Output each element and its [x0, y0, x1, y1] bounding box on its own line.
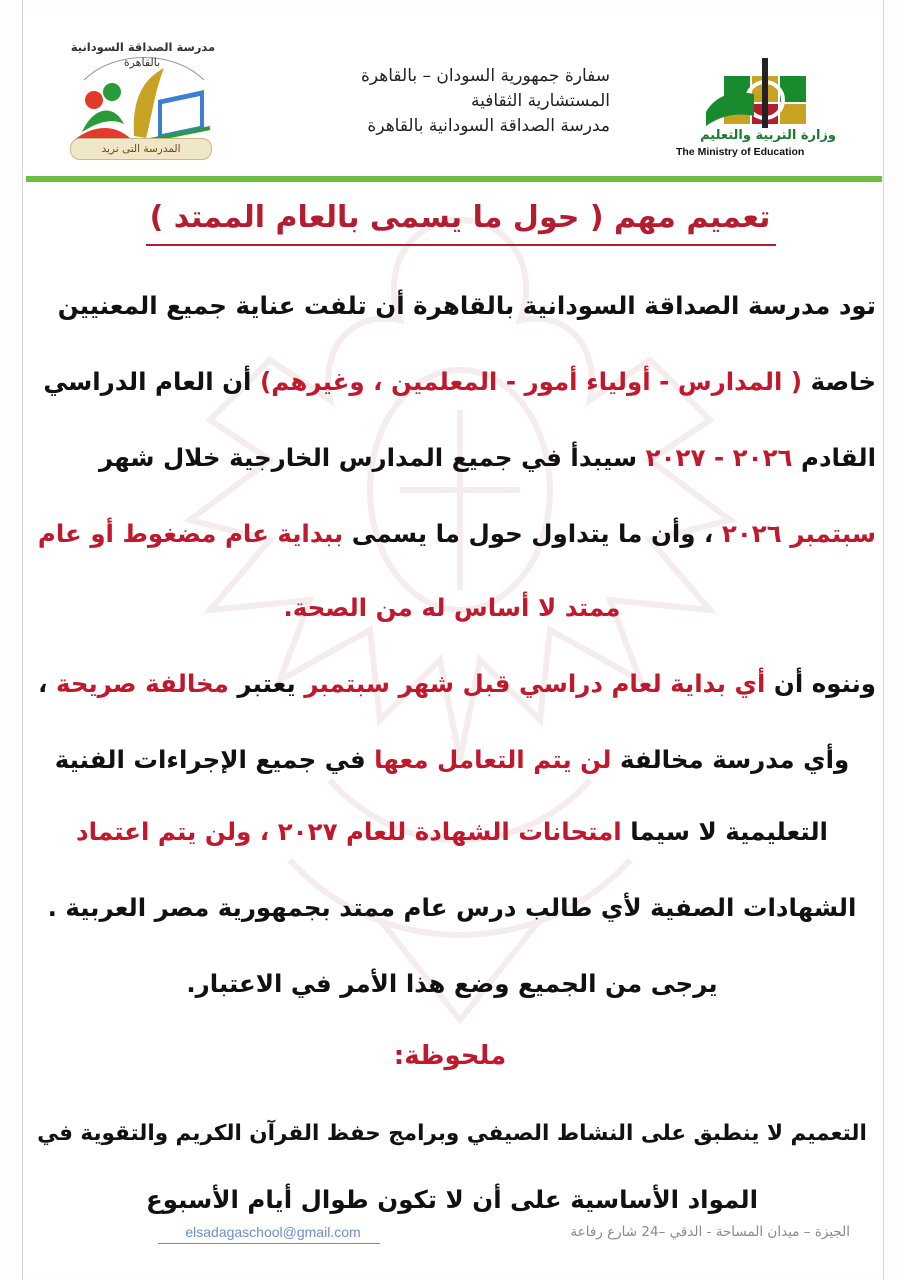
title-underline: [146, 244, 776, 246]
footer-email-link[interactable]: elsadagaschool@gmail.com: [185, 1224, 361, 1240]
body-text: خاصة: [802, 367, 876, 396]
letterhead-text: [260, 64, 610, 139]
footer-address: الجيزة – ميدان المساحة - الدقي –24 شارع رفاعة: [570, 1224, 850, 1240]
body-text: في جميع الإجراءات الفنية: [54, 745, 375, 774]
body-line-1: تود مدرسة الصداقة السودانية بالقاهرة أن تلفت عناية جميع المعنيين: [57, 291, 876, 320]
highlight-text: ٢٠٢٦ - ٢٠٢٧: [645, 443, 793, 472]
cultural-attache: المستشارية الثقافية: [470, 91, 610, 111]
note-line-1: التعميم لا ينطبق على النشاط الصيفي وبرامج حفظ القرآن الكريم والتقوية في: [37, 1121, 867, 1146]
body-text: سيبدأ في جميع المدارس الخارجية خلال شهر: [99, 443, 646, 472]
highlight-text: ببداية عام مضغوط أو عام: [37, 519, 344, 548]
school-logo-arc-text: مدرسة الصداقة السودانية: [70, 40, 216, 54]
body-text: القادم: [792, 443, 876, 472]
highlight-text: لن يتم التعامل معها: [374, 745, 612, 774]
body-line-3: [28, 438, 876, 478]
ministry-name-ar: وزارة التربية والتعليم: [700, 128, 836, 143]
ministry-name-en: The Ministry of Education: [676, 146, 805, 158]
body-line-5: [28, 588, 876, 628]
highlight-text: سبتمبر ٢٠٢٦: [721, 519, 876, 548]
body-text: وننوه أن: [765, 669, 876, 698]
body-text: ،: [38, 669, 56, 698]
note-line-2: المواد الأساسية على أن لا تكون طوال أيام الأسبوع: [146, 1185, 758, 1214]
highlight-text: امتحانات الشهادة للعام ٢٠٢٧ ، ولن يتم اعتماد: [76, 817, 622, 846]
body-text: يعتبر: [228, 669, 305, 698]
note-label: ملحوظة:: [393, 1041, 507, 1071]
body-line-9: الشهادات الصفية لأي طالب درس عام ممتد بجمهورية مصر العربية .: [47, 893, 857, 922]
body-line-8: [28, 812, 876, 852]
school-logo-city: بالقاهرة: [123, 56, 161, 69]
email-underline: [158, 1243, 380, 1244]
body-text: ، وأن ما يتداول حول ما يسمى: [343, 519, 722, 548]
body-line-6: [28, 664, 876, 704]
page-edge-left: [22, 0, 23, 1280]
highlight-text: أي بداية لعام دراسي قبل شهر سبتمبر: [304, 669, 766, 698]
header-divider: [26, 176, 882, 182]
circular-title: تعميم مهم ( حول ما يسمى بالعام الممتد ): [149, 200, 771, 235]
page-edge-right: [883, 0, 884, 1280]
body-line-2: [28, 362, 876, 402]
embassy-name: سفارة جمهورية السودان – بالقاهرة: [360, 66, 610, 86]
body-line-10: يرجى من الجميع وضع هذا الأمر في الاعتبار.: [186, 969, 718, 998]
body-text: وأي مدرسة مخالفة: [611, 745, 850, 774]
body-line-4: [28, 514, 876, 554]
body-text: أن العام الدراسي: [43, 367, 260, 396]
body-text: التعليمية لا سيما: [621, 817, 828, 846]
school-logo-motto: المدرسة التى نريد: [70, 138, 212, 160]
highlight-text: ( المدارس - أولياء أمور - المعلمين ، وغيرهم): [260, 367, 803, 396]
highlight-text: مخالفة صريحة: [55, 669, 229, 698]
highlight-text: ممتد لا أساس له من الصحة.: [283, 593, 621, 622]
body-line-7: [28, 740, 876, 780]
school-name: مدرسة الصداقة السودانية بالقاهرة: [367, 116, 610, 136]
